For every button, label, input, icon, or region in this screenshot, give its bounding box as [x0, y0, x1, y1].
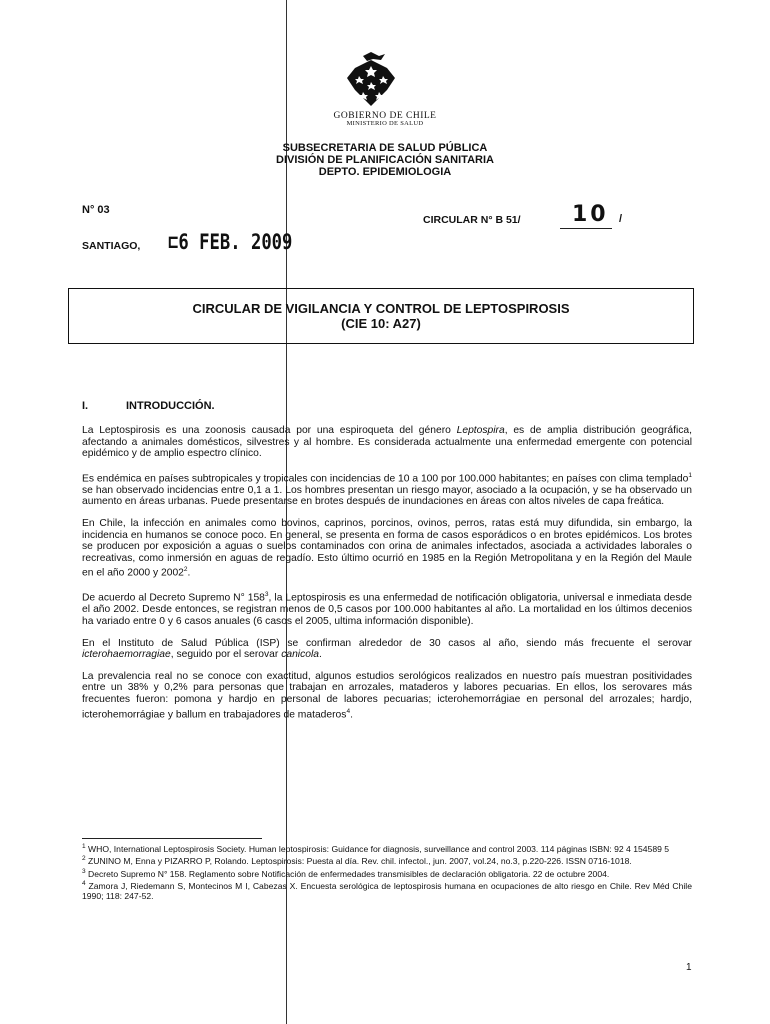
- title-main: CIRCULAR DE VIGILANCIA Y CONTROL DE LEPTOSPIROSIS: [192, 301, 570, 316]
- title-box: [68, 288, 694, 344]
- city-label: SANTIAGO,: [82, 240, 141, 252]
- body-text: [82, 425, 692, 731]
- section-number: I.: [82, 400, 89, 412]
- government-seal-logo: [333, 50, 409, 110]
- section-heading: [82, 400, 215, 412]
- footnote-2: $^2$ ZUNINO M, Enna y PIZARRO P, Rolando. Leptospirosis: Puesta al día. Rev. chil. infectol., jun. 2007, vol.24, no.3, p.220-226. ISSN 0716-1018.: [82, 855, 632, 867]
- document-number: N° 03: [82, 204, 110, 216]
- circular-slash: /: [619, 213, 623, 225]
- paragraph-6: La prevalencia real no se conoce con exactitud, algunos estudios serológicos realizados en nuestro país muestran positividades entre un 38% y 0,2% para personas que trabajan en arrozales, mataderos y labores pecuarias. En ellos, los serovares más frecuentes fueron: pomona y hardjo en personal de labores pecuarias; icterohemorrágiae en personal del arrozales; hardjo, icterohemorrágiae y ballum en trabajadores de mataderos$^4$.: [82, 670, 692, 720]
- page-number: 1: [686, 962, 692, 973]
- footnotes: [82, 842, 692, 901]
- stamp-arrow-icon: ⊏: [168, 230, 179, 254]
- paragraph-1: La Leptospirosis es una zoonosis causada por una espiroqueta del género Leptospira, es de amplia distribución geográfica, afectando a animales domésticos, silvestres y al hombre. Es considerada actualmente una enfermedad emergente con potencial epidémico y de amplio espectro clínico.: [82, 425, 692, 460]
- paragraph-5: En el Instituto de Salud Pública (ISP) se confirman alrededor de 30 casos al año, siendo más frecuente el serovar icterohaemorragiae, seguido por el serovar canicola.: [82, 637, 692, 661]
- circular-label: CIRCULAR N° B 51/: [423, 214, 521, 226]
- section-title: INTRODUCCIÓN.: [126, 400, 215, 412]
- paragraph-4: De acuerdo al Decreto Supremo N° $158^3$, la Leptospirosis es una enfermedad de notificación obligatoria, universal e inmediata desde el año 2002. Desde entonces, se registran menos de 0,5 casos por 100.000 habitantes al año. La mortalidad en los últimos decenios ha variado entre 0 y 6 casos anuales (6 casos el 2005, ultima información disponible).: [82, 591, 692, 627]
- paragraph-3: En Chile, la infección en animales como bovinos, caprinos, porcinos, ovinos, perros, ratas está muy difundida, sin embargo, la incidencia en humanos se conoce poco. En general, se presenta en forma de casos esporádicos o en brotes epidémicos. Los brotes se producen por exposición a aguas o suelos contaminados con orina de animales infectados, asociada a actividades laborales o recreativas, como inmersión en aguas de regadío. Esto último ocurrió en 1985 en la Región Metropolitana y en la Región del Maule en el año 2000 y 2002$^2$.: [82, 517, 692, 579]
- org-line-division: DIVISIÓN DE PLANIFICACIÓN SANITARIA: [276, 154, 494, 166]
- footnote-rule: [82, 838, 262, 839]
- title-code: (CIE 10: A27): [341, 316, 421, 331]
- paragraph-2: Es endémica en países subtropicales y tropicales con incidencias de 10 a 100 por 100.000 habitantes; en países con clima templado$^1$ se han observado incidencias entre 0,1 a 1. Los hombres presentan un riesgo mayor, asociado a la ocupación, y se ha observado un aumento en áreas urbanas. Puede presentarse en brotes después de inundaciones en áreas con altos niveles de capa freática.: [82, 471, 692, 508]
- date-stamp-text: 6 FEB. 2009: [178, 230, 293, 254]
- org-line-subsecretaria: SUBSECRETARIA DE SALUD PÚBLICA: [282, 142, 488, 154]
- date-stamp: [168, 230, 292, 254]
- org-line-department: DEPTO. EPIDEMIOLOGIA: [318, 166, 452, 178]
- ministry-name: MINISTERIO DE SALUD: [346, 120, 424, 127]
- circular-number-underline: [560, 228, 612, 229]
- footnote-3: $^3$ Decreto Supremo N° 158. Reglamento sobre Notificación de enfermedades transmisibles de declaración obligatoria. 22 de octubre 2004.: [82, 867, 610, 879]
- footnote-4: $^4$ Zamora J, Riedemann S, Montecinos M I, Cabezas X. Encuesta serológica de leptospirosis humana en ocupaciones de alto riesgo en Chile. Rev Méd Chile 1990; 118: 247-52.: [82, 879, 692, 902]
- government-name: GOBIERNO DE CHILE: [333, 111, 437, 121]
- circular-number-handwritten: 10: [572, 202, 609, 227]
- footnote-1: $^1$ WHO, International Leptospirosis Society. Human leptospirosis: Guidance for diagnosis, surveillance and control 2003. 114 páginas ISBN: 92 4 154589 5: [82, 843, 670, 854]
